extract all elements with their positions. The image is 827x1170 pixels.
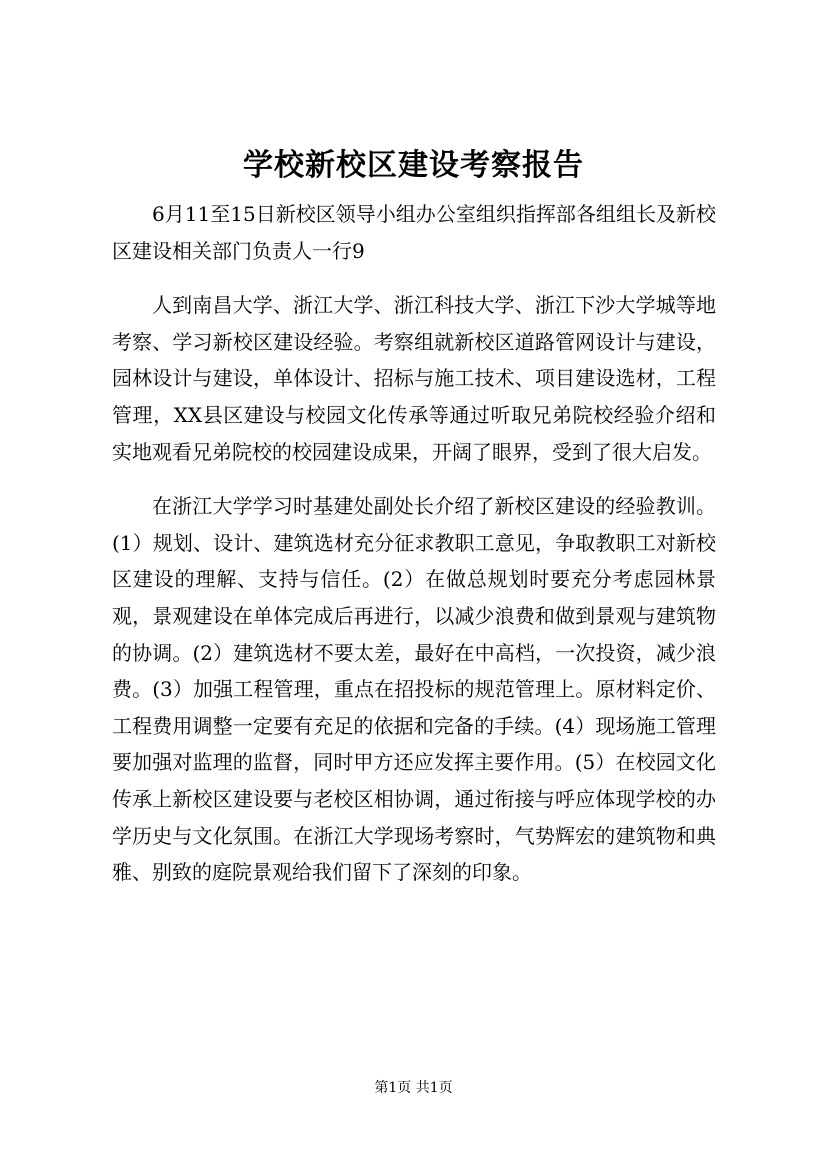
paragraph-1: 6月11至15日新校区领导小组办公室组织指挥部各组组长及新校区建设相关部门负责人一行9 bbox=[112, 202, 716, 263]
document-body bbox=[112, 196, 716, 909]
paragraph-3: 在浙江大学学习时基建处副处长介绍了新校区建设的经验教训。(1）规划、设计、建筑选材充分征求教职工意见，争取教职工对新校区建设的理解、支持与信任。(2）在做总规划时要充分考虑园林景观，景观建设在单体完成后再进行，以减少浪费和做到景观与建筑物的协调。(2）建筑选材不要太差，最好在中高档，一次投资，减少浪费。(3）加强工程管理，重点在招投标的规范管理上。原材料定价、工程费用调整一定要有充足的依据和完备的手续。(4）现场施工管理要加强对监理的监督，同时甲方还应发挥主要作用。(5）在校园文化传承上新校区建设要与老校区相协调，通过衔接与呼应体现学校的办学历史与文化氛围。在浙江大学现场考察时，气势辉宏的建筑物和典雅、别致的庭院景观给我们留下了深刻的印象。 bbox=[112, 494, 716, 885]
page-footer: 第1页 共1页 bbox=[374, 1080, 453, 1096]
page-title: 学校新校区建设考察报告 bbox=[243, 148, 584, 183]
paragraph-2: 人到南昌大学、浙江大学、浙江科技大学、浙江下沙大学城等地考察、学习新校区建设经验。考察组就新校区道路管网设计与建设，园林设计与建设，单体设计、招标与施工技术、项目建设选材，工程管理，XX县区建设与校园文化传承等通过听取兄弟院校经验介绍和实地观看兄弟院校的校园建设成果，开阔了眼界，受到了很大启发。 bbox=[112, 293, 716, 464]
